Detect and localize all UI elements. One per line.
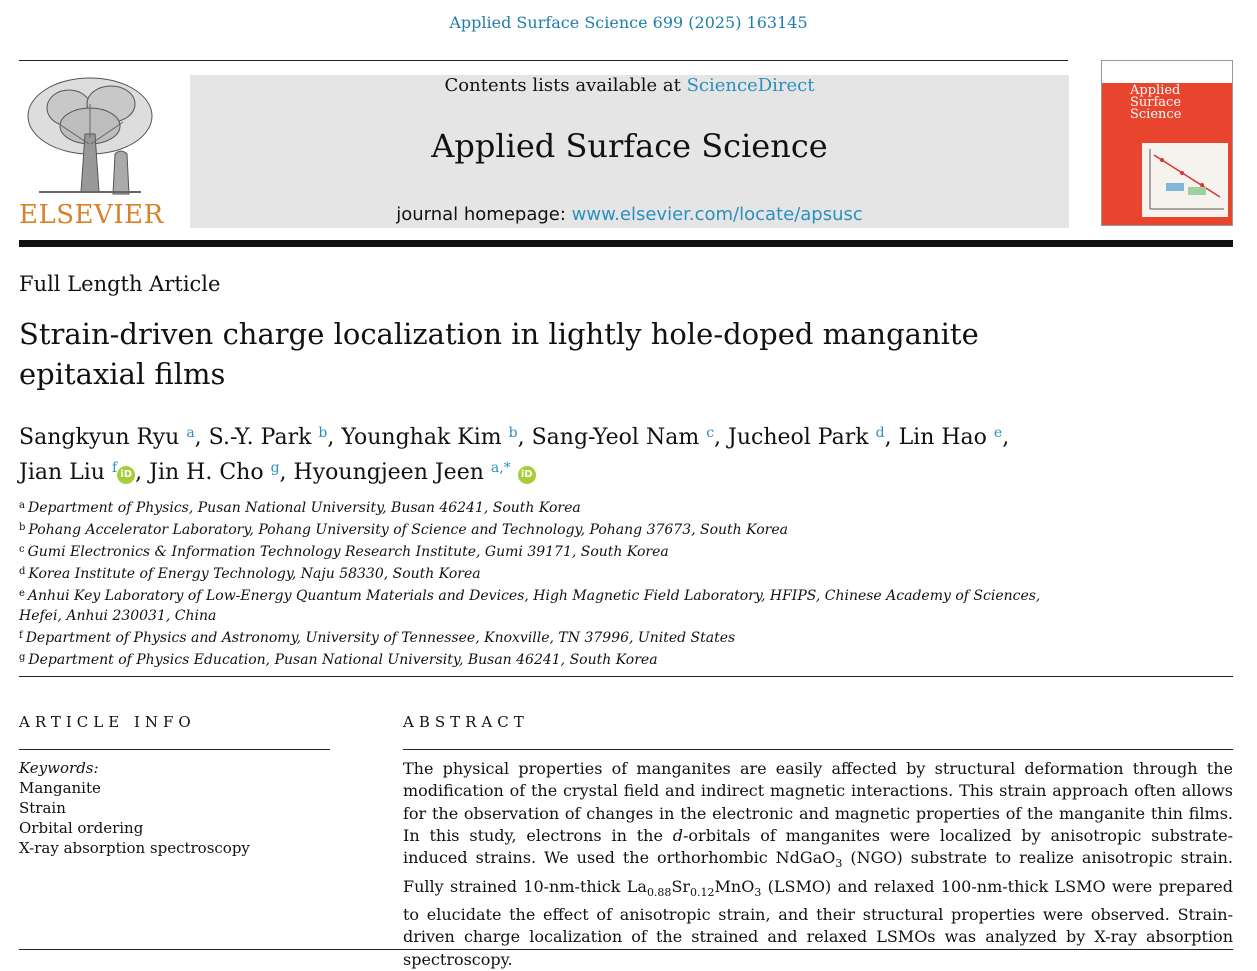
cover-title xyxy=(1130,85,1230,121)
abstract-rule xyxy=(403,749,1233,750)
author-affil-link[interactable]: a xyxy=(186,425,195,441)
article-info-rule xyxy=(19,749,330,750)
abstract-heading: ABSTRACT xyxy=(403,713,529,731)
publisher-wordmark: ELSEVIER xyxy=(19,200,164,230)
journal-header xyxy=(190,75,1069,228)
affiliation-text: Department of Physics Education, Pusan National University, Busan 46241, South Korea xyxy=(28,652,658,668)
author[interactable]: Lin Hao xyxy=(898,425,987,450)
affiliation-text: Pohang Accelerator Laboratory, Pohang University of Science and Technology, Pohang 37673, South Korea xyxy=(28,522,788,538)
author-affil-link[interactable]: f xyxy=(111,460,118,476)
author[interactable]: Sang-Yeol Nam xyxy=(531,425,700,450)
author[interactable]: S.-Y. Park xyxy=(208,425,312,450)
homepage-prefix: journal homepage: xyxy=(396,204,572,225)
author[interactable]: Jucheol Park xyxy=(728,425,869,450)
top-rule xyxy=(19,60,1068,61)
cover-top-band xyxy=(1102,61,1232,83)
author-affil-link[interactable]: g xyxy=(270,460,280,476)
author[interactable]: Younghak Kim xyxy=(341,425,502,450)
author[interactable]: Jin H. Cho xyxy=(149,460,264,485)
abstract-subscript: 3 xyxy=(835,857,843,871)
author-affil-link[interactable]: a,* xyxy=(490,460,511,476)
cover-title-line2: Surface Science xyxy=(1130,95,1182,122)
abstract-text xyxy=(403,758,1233,971)
abstract-part: MnO xyxy=(714,876,755,896)
section-rule xyxy=(19,676,1233,677)
abstract-subscript: 0.88 xyxy=(646,885,672,899)
author-affil-link[interactable]: b xyxy=(318,425,328,441)
affiliation-marker: b xyxy=(19,522,26,533)
homepage-link[interactable]: www.elsevier.com/locate/apsusc xyxy=(571,204,863,225)
orcid-icon[interactable]: iD xyxy=(518,466,536,484)
abstract-part: -orbitals of manganites were localized by anisotropic substrate-induced strains. We used the orthorhombic NdGaO xyxy=(403,825,1233,868)
author-affil-link[interactable]: d xyxy=(875,425,885,441)
keyword: X-ray absorption spectroscopy xyxy=(19,839,250,857)
affiliation xyxy=(19,562,1079,584)
homepage-line xyxy=(190,204,1069,225)
abstract-part: (LSMO) and relaxed 100-nm-thick LSMO were prepared to elucidate the effect of anisotropic strain, and their structural properties were observed. Strain-driven charge localization of the strained and relaxed LSMOs was analyzed by X-ray absorption spectroscopy. xyxy=(403,876,1234,969)
affiliation-marker: g xyxy=(19,652,26,663)
affiliation xyxy=(19,584,1079,626)
article-title: Strain-driven charge localization in lightly hole-doped manganite epitaxial films xyxy=(19,317,979,391)
article-info-heading: ARTICLE INFO xyxy=(19,713,196,731)
keyword: Orbital ordering xyxy=(19,819,144,837)
cover-title-line1: Applied xyxy=(1130,83,1181,98)
affiliation-list xyxy=(19,496,1079,670)
affiliation-text: Anhui Key Laboratory of Low-Energy Quantum Materials and Devices, High Magnetic Field Laboratory, HFIPS, Chinese Academy of Sciences, Hefei, Anhui 230031, China xyxy=(19,588,1041,624)
elsevier-logo[interactable] xyxy=(19,74,164,230)
orcid-icon[interactable]: iD xyxy=(117,466,135,484)
abstract-part: (NGO) substrate to realize anisotropic strain. Fully strained 10-nm-thick La xyxy=(403,848,1234,896)
affiliation-marker: f xyxy=(19,630,23,641)
cover-plot-icon xyxy=(1142,143,1228,217)
affiliation xyxy=(19,540,1079,562)
affiliation xyxy=(19,626,1079,648)
affiliation-text: Department of Physics, Pusan National University, Busan 46241, South Korea xyxy=(27,500,581,516)
abstract-italic: d xyxy=(672,825,684,845)
sciencedirect-link[interactable]: ScienceDirect xyxy=(686,75,815,96)
affiliation-marker: e xyxy=(19,588,25,599)
keywords-block xyxy=(19,758,250,858)
affiliation-text: Korea Institute of Energy Technology, Naju 58330, South Korea xyxy=(28,566,481,582)
journal-citation[interactable]: Applied Surface Science 699 (2025) 163145 xyxy=(449,13,808,32)
affiliation-marker: c xyxy=(19,544,25,555)
affiliation-marker: d xyxy=(19,566,26,577)
bottom-rule xyxy=(19,949,1233,950)
contents-prefix: Contents lists available at xyxy=(444,75,687,96)
affiliation-text: Gumi Electronics & Information Technology Research Institute, Gumi 39171, South Korea xyxy=(27,544,669,560)
author[interactable]: Hyoungjeen Jeen xyxy=(293,460,484,485)
abstract-part: Sr xyxy=(671,876,691,896)
keyword: Strain xyxy=(19,799,66,817)
author-list: Sangkyun Ryu $^a$, S.-Y. Park $^b$, Younghak Kim $^b$, Sang-Yeol Nam $^c$, Jucheol Park $^d$, Lin Hao $^e$, Jian Liu $^f$ iD , Jin H. Cho $^g$, Hyoungjeen Jeen $^{a,*}$ iD xyxy=(19,425,1010,485)
keyword: Manganite xyxy=(19,779,101,797)
author[interactable]: Sangkyun Ryu xyxy=(19,425,180,450)
author-affil-link[interactable]: e xyxy=(993,425,1003,441)
affiliation xyxy=(19,648,1079,670)
author[interactable]: Jian Liu xyxy=(19,460,105,485)
affiliation-marker: a xyxy=(19,500,25,511)
journal-cover[interactable] xyxy=(1101,60,1233,226)
abstract-subscript: 0.12 xyxy=(690,885,715,899)
author-affil-link[interactable]: c xyxy=(706,425,715,441)
keywords-label: Keywords: xyxy=(19,759,99,777)
article-type: Full Length Article xyxy=(19,272,221,296)
abstract-subscript: 3 xyxy=(754,885,762,899)
journal-title: Applied Surface Science xyxy=(431,127,828,165)
header-thick-rule xyxy=(19,240,1233,247)
affiliation xyxy=(19,518,1079,540)
affiliation xyxy=(19,496,1079,518)
contents-line xyxy=(190,75,1069,96)
affiliation-text: Department of Physics and Astronomy, University of Tennessee, Knoxville, TN 37996, United States xyxy=(25,630,736,646)
cover-figure xyxy=(1142,143,1228,217)
tree-logo-icon xyxy=(19,74,161,202)
author-affil-link[interactable]: b xyxy=(508,425,518,441)
abstract-part: The physical properties of manganites are easily affected by structural deformation through the modification of the crystal field and indirect magnetic interactions. This strain approach often allows for the observation of changes in the electronic and magnetic properties of the manganite thin films. In this study, electrons in the xyxy=(403,759,1233,845)
